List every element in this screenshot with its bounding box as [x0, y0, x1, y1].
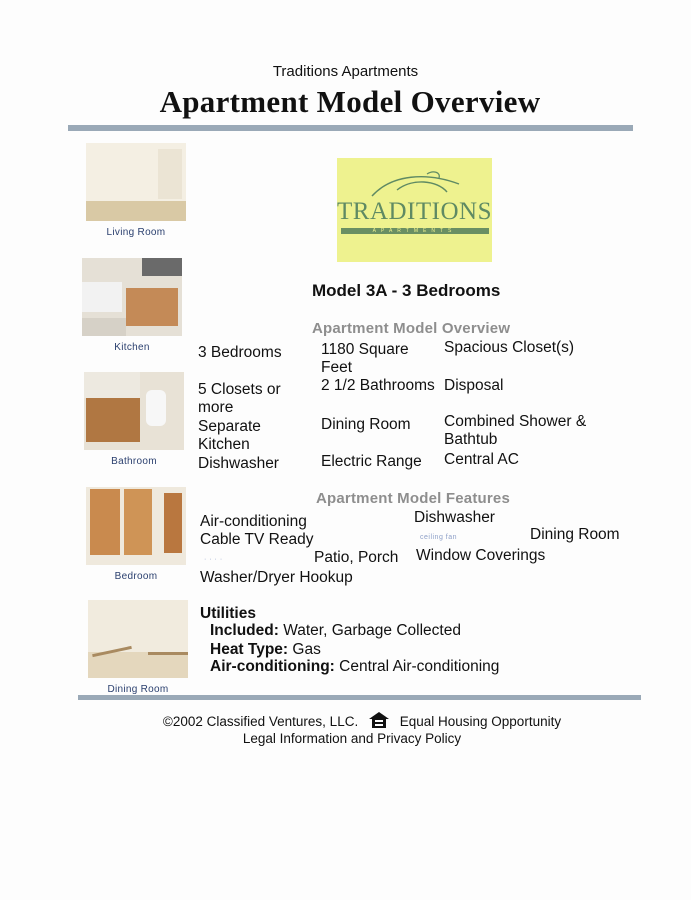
feature-item: Window Coverings — [416, 547, 546, 564]
logo-strip: APARTMENTS — [341, 228, 489, 234]
bathroom-image[interactable] — [84, 372, 184, 450]
faint-feature-mark: ceiling fan — [420, 534, 458, 541]
traditions-logo — [337, 158, 492, 262]
utility-label: Air-conditioning: — [210, 658, 335, 675]
faint-feature-mark: · · · · — [204, 556, 223, 563]
overview-item: Spacious Closet(s) — [444, 339, 575, 356]
overview-item: 3 Bedrooms — [198, 344, 282, 361]
overview-item: Dining Room — [321, 416, 411, 433]
thumbnail-caption[interactable]: Living Room — [106, 227, 166, 238]
utility-label: Heat Type: — [210, 641, 289, 658]
feature-item: Patio, Porch — [314, 549, 399, 566]
thumbnail-bedroom[interactable] — [82, 487, 190, 582]
overview-heading: Apartment Model Overview — [312, 320, 511, 337]
utility-label: Included: — [210, 622, 279, 639]
overview-item: 1180 Square Feet — [321, 341, 409, 376]
feature-item: Dining Room — [530, 526, 620, 543]
utility-value: Central Air-conditioning — [339, 658, 500, 675]
features-heading: Apartment Model Features — [316, 490, 510, 507]
utility-row — [210, 622, 461, 640]
footer-line — [152, 711, 572, 729]
thumbnail-caption[interactable]: Bedroom — [114, 571, 158, 582]
dining-room-image[interactable] — [88, 600, 188, 678]
feature-item: Air-conditioning — [200, 513, 307, 530]
bedroom-image[interactable] — [86, 487, 186, 565]
overview-item: Separate Kitchen — [198, 418, 261, 453]
legal-link[interactable]: Legal Information and Privacy Policy — [242, 731, 462, 746]
site-name: Traditions Apartments — [272, 63, 419, 80]
bottom-divider — [78, 695, 641, 700]
logo-swirl-icon — [367, 170, 467, 204]
utility-value: Water, Garbage Collected — [283, 622, 461, 639]
feature-item: Cable TV Ready — [200, 531, 314, 548]
thumbnail-caption[interactable]: Bathroom — [111, 456, 157, 467]
thumbnail-caption[interactable]: Kitchen — [114, 342, 150, 353]
overview-item: Dishwasher — [198, 455, 279, 472]
thumbnail-living-room[interactable] — [82, 143, 190, 238]
utility-value: Gas — [292, 641, 321, 658]
top-divider — [68, 125, 633, 131]
logo-word: TRADITIONS — [337, 198, 492, 225]
overview-item: Disposal — [444, 377, 504, 394]
feature-item: Dishwasher — [414, 509, 495, 526]
overview-item: Central AC — [444, 451, 519, 468]
thumbnail-bathroom[interactable] — [80, 372, 188, 467]
model-title: Model 3A - 3 Bedrooms — [312, 281, 501, 300]
page-title: Apartment Model Overview — [159, 84, 541, 119]
thumbnail-kitchen[interactable] — [78, 258, 186, 353]
living-room-image[interactable] — [86, 143, 186, 221]
thumbnail-caption[interactable]: Dining Room — [107, 684, 169, 695]
utility-row — [210, 641, 321, 659]
utility-row — [210, 658, 499, 676]
thumbnail-dining-room[interactable] — [84, 600, 192, 695]
overview-item: 5 Closets or more — [198, 381, 281, 416]
copyright-text: ©2002 Classified Ventures, LLC. — [162, 714, 359, 729]
overview-item: 2 1/2 Bathrooms — [321, 377, 435, 394]
utilities-heading: Utilities — [200, 605, 256, 622]
overview-item: Electric Range — [321, 453, 422, 470]
equal-housing-icon[interactable] — [368, 711, 390, 729]
feature-item: Washer/Dryer Hookup — [200, 569, 353, 586]
kitchen-image[interactable] — [82, 258, 182, 336]
equal-housing-link[interactable]: Equal Housing Opportunity — [399, 714, 562, 729]
overview-item: Combined Shower & Bathtub — [444, 413, 587, 448]
